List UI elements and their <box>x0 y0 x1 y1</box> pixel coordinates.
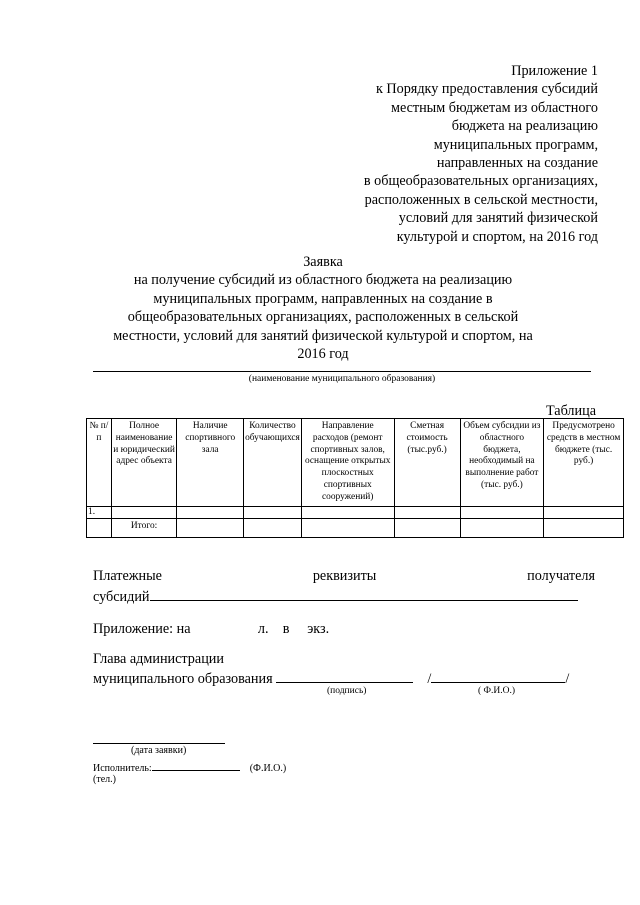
table-cell[interactable] <box>244 519 302 538</box>
header-cell: Предусмотрено средств в местном бюджете (тыс. руб.) <box>544 419 624 507</box>
table-cell[interactable] <box>394 519 460 538</box>
signature-field[interactable] <box>276 669 413 683</box>
appendix-line: местным бюджетам из областного <box>390 99 598 116</box>
attachment-line <box>93 621 329 638</box>
executor-label: Исполнитель: <box>93 763 152 774</box>
attachment-label: Приложение: на <box>93 621 191 637</box>
appendix-line: в общеобразовательных организациях, <box>363 173 598 190</box>
table-cell[interactable] <box>544 519 624 538</box>
table-cell[interactable] <box>244 506 302 519</box>
table-cell[interactable] <box>460 506 544 519</box>
appendix-line: Приложение 1 <box>511 63 598 79</box>
signature-label: (подпись) <box>327 686 367 696</box>
payment-word: субсидий <box>93 589 150 605</box>
appendix-line: культурой и спортом, на 2016 год <box>396 228 598 245</box>
attachment-sheets: л. <box>257 621 269 637</box>
executor-field[interactable] <box>152 760 240 771</box>
request-title: Заявка <box>303 254 343 270</box>
payment-word: реквизиты <box>312 568 377 584</box>
appendix-line: направленных на создание <box>436 155 598 172</box>
appendix-line: расположенных в сельской местности, <box>364 191 598 208</box>
municipality-label: (наименование муниципального образования) <box>248 374 436 384</box>
appendix-block <box>298 62 598 246</box>
payment-details-line-2 <box>93 586 578 606</box>
request-line: муниципальных программ, направленных на создание в <box>153 290 493 307</box>
appendix-line: условий для занятий физической <box>398 210 598 227</box>
header-cell: Полное наименование и юридический адрес объекта <box>111 419 176 507</box>
table-title: Таблица <box>545 403 596 419</box>
head-title-2: муниципального образования <box>93 671 273 687</box>
table-row <box>87 506 624 519</box>
table-cell[interactable] <box>301 506 394 519</box>
table-cell[interactable] <box>111 506 176 519</box>
table-cell[interactable] <box>177 506 244 519</box>
date-underline[interactable] <box>93 743 225 744</box>
appendix-line: бюджета на реализацию <box>451 118 598 135</box>
header-cell: Количество обучающихся <box>244 419 302 507</box>
slash: / <box>565 671 570 687</box>
head-title: Глава администрации <box>93 651 224 667</box>
fio-field[interactable] <box>431 669 565 683</box>
table-total-row <box>87 519 624 538</box>
slash: / <box>427 671 432 687</box>
executor-fio: (Ф.И.О.) <box>249 763 287 774</box>
row-number[interactable]: 1. <box>87 506 112 519</box>
appendix-line: к Порядку предоставления субсидий <box>375 81 598 98</box>
municipality-underline <box>93 371 591 372</box>
payment-details-line <box>93 568 595 585</box>
payment-details-field[interactable] <box>150 586 578 601</box>
request-block <box>100 253 546 363</box>
header-cell: Объем субсидии из областного бюджета, необходимый на выполнение работ (тыс. руб.) <box>460 419 544 507</box>
table-cell[interactable] <box>394 506 460 519</box>
header-cell: Направление расходов (ремонт спортивных залов, оснащение открытых плоскостных спортивных сооружений) <box>301 419 394 507</box>
table-header-row <box>87 419 624 507</box>
table-cell <box>87 519 112 538</box>
header-cell: № п/п <box>87 419 112 507</box>
table-cell[interactable] <box>301 519 394 538</box>
attachment-copies: экз. <box>307 621 330 637</box>
total-label: Итого: <box>111 519 176 538</box>
table-cell[interactable] <box>544 506 624 519</box>
appendix-line: муниципальных программ, <box>433 136 598 153</box>
request-line: на получение субсидий из областного бюджета на реализацию <box>133 272 513 289</box>
subsidy-table <box>86 418 624 538</box>
header-cell: Наличие спортивного зала <box>177 419 244 507</box>
executor-line <box>93 760 286 774</box>
request-line: 2016 год <box>297 346 349 363</box>
payment-word: Платежные <box>93 568 162 584</box>
fio-label: ( Ф.И.О.) <box>478 686 516 696</box>
request-line: общеобразовательных организациях, расположенных в сельской <box>127 309 519 326</box>
phone-label: (тел.) <box>93 774 116 785</box>
table-cell[interactable] <box>177 519 244 538</box>
date-label: (дата заявки) <box>131 745 187 756</box>
table-cell[interactable] <box>460 519 544 538</box>
payment-word: получателя <box>527 568 595 584</box>
request-line: местности, условий для занятий физической культурой и спортом, на <box>113 327 533 344</box>
attachment-in: в <box>282 621 290 637</box>
header-cell: Сметная стоимость (тыс.руб.) <box>394 419 460 507</box>
